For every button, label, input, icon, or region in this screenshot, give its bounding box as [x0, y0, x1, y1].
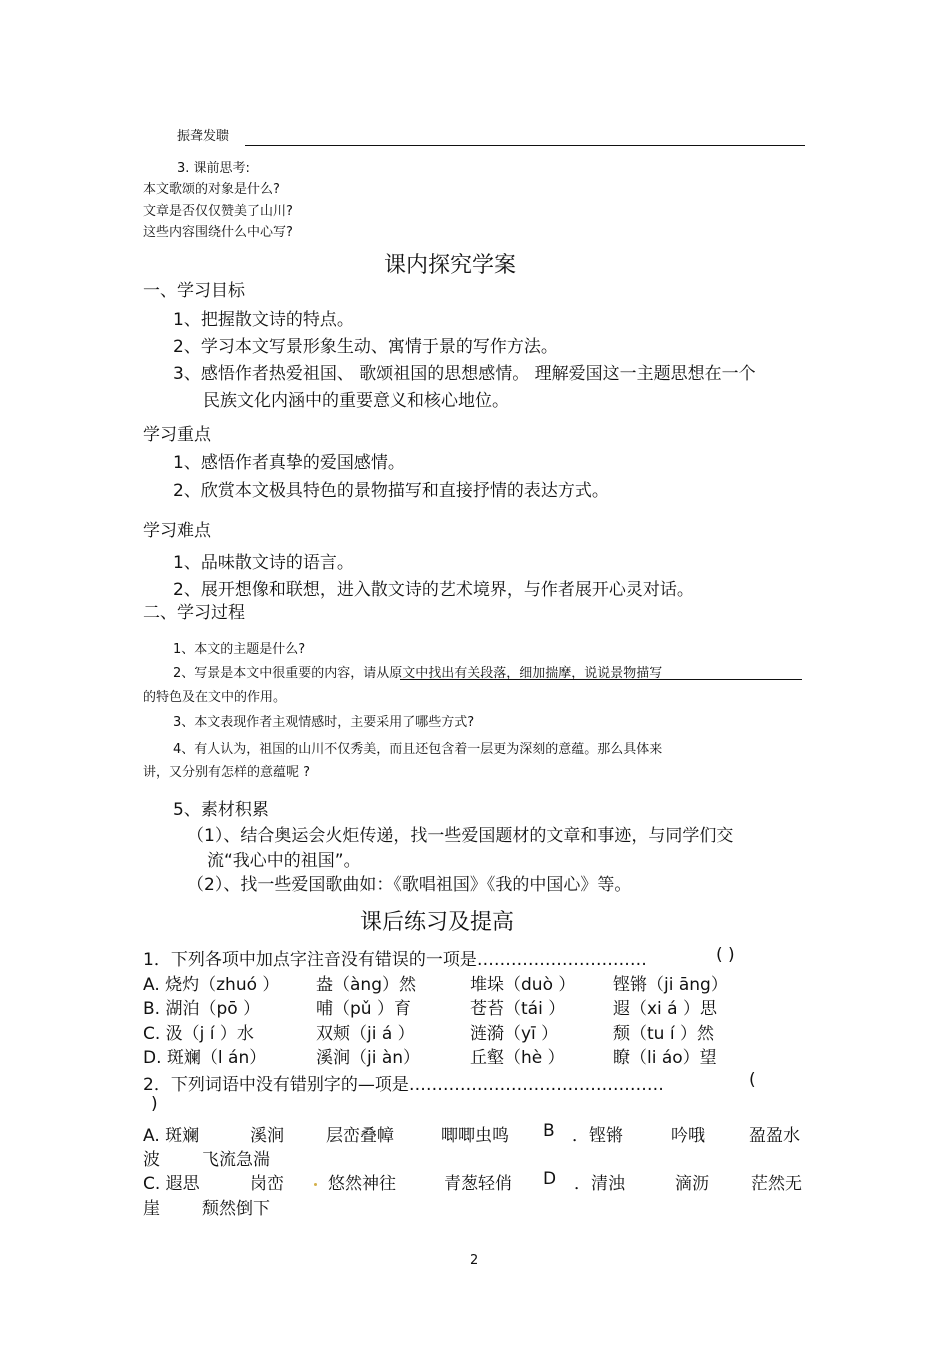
option: ．铿锵: [572, 1126, 623, 1146]
goal-item: 3、感悟作者热爱祖国、 歌颂祖国的思想感情。 理解爱国这一主题思想在一个: [173, 364, 756, 384]
process-heading: 二、学习过程: [143, 603, 245, 623]
process-item: 3、本文表现作者主观情感时，主要采用了哪些方式?: [173, 715, 475, 730]
q3-line: 文章是否仅仅赞美了山川?: [143, 204, 293, 219]
answer-bracket: ( ): [716, 945, 735, 965]
answer-bracket-close: ): [151, 1094, 158, 1114]
option: B. 湖泊（pō ）: [143, 999, 261, 1019]
key-item: 1、感悟作者真挚的爱国感情。: [173, 453, 405, 473]
emphasis-dot: [314, 1183, 317, 1186]
process-item-cont: 的特色及在文中的作用。: [143, 690, 287, 705]
material-item: （1）、结合奥运会火炬传递，找一些爱国题材的文章和事迹，与同学们交: [187, 826, 734, 846]
process-item-cont: 讲，又分别有怎样的意蕴呢 ?: [143, 765, 311, 780]
section-title: 课后练习及提高: [360, 910, 515, 935]
option: A. 斑斓: [143, 1126, 200, 1146]
option: C. 遐思: [143, 1174, 200, 1194]
option-cont: 颓然倒下: [202, 1199, 270, 1219]
option-cont: 崖: [143, 1199, 160, 1219]
option: 瞭（li áo）望: [613, 1048, 717, 1068]
question-2-stem: 2．下列词语中没有错别字的—项是………………………………………: [143, 1075, 664, 1095]
option: ．清浊: [574, 1174, 625, 1194]
option: 铿锵（ji āng）: [613, 975, 728, 995]
process-item: 1、本文的主题是什么?: [173, 642, 306, 657]
key-item: 2、欣赏本文极具特色的景物描写和直接抒情的表达方式。: [173, 481, 609, 501]
option: B: [543, 1121, 555, 1141]
q3-line: 本文歌颂的对象是什么?: [143, 182, 280, 197]
material-item: （2）、找一些爱国歌曲如：《歌唱祖国》《我的中国心》等。: [187, 875, 632, 895]
option: 丘壑（hè ）: [470, 1048, 565, 1068]
page-number: 2: [470, 1253, 479, 1268]
option: 悠然神往: [328, 1174, 396, 1194]
option: 溪涧（ji àn）: [316, 1048, 421, 1068]
diff-item: 1、品味散文诗的语言。: [173, 553, 354, 573]
option: 堆垛（duò ）: [470, 975, 576, 995]
option: 颓（tu í ）然: [613, 1024, 714, 1044]
option: 盈盈水: [749, 1126, 800, 1146]
option: C. 汲（j í ）水: [143, 1024, 254, 1044]
option: 茫然无: [751, 1174, 802, 1194]
option: 盎（àng）然: [316, 975, 416, 995]
q3-line: 这些内容围绕什么中心写?: [143, 225, 293, 240]
option: A. 烧灼（zhuó ）: [143, 975, 280, 995]
option: D. 斑斓（l án）: [143, 1048, 267, 1068]
option-cont: 波: [143, 1150, 160, 1170]
process-item: 2、写景是本文中很重要的内容，请从原文中找出有关段落，细加揣摩，说说景物描写: [173, 666, 663, 681]
option: 遐（xi á ）思: [613, 999, 718, 1019]
option: D: [543, 1169, 557, 1189]
goal-item: 1、把握散文诗的特点。: [173, 310, 354, 330]
material-item-cont: 流“我心中的祖国”。: [207, 851, 361, 871]
goal-item: 2、学习本文写景形象生动、寓情于景的写作方法。: [173, 337, 558, 357]
answer-line: [245, 145, 805, 146]
option: 青葱轻俏: [444, 1174, 512, 1194]
option-cont: 飞流急湍: [202, 1150, 270, 1170]
process-item: 4、有人认为，祖国的山川不仅秀美，而且还包含着一层更为深刻的意蕴。那么具体来: [173, 742, 663, 757]
question-1-stem: 1．下列各项中加点字注音没有错误的一项是…………………………: [143, 950, 647, 970]
option: 滴沥: [675, 1174, 709, 1194]
key-heading: 学习重点: [143, 425, 211, 445]
q3-title: 3. 课前思考:: [177, 161, 250, 176]
option: 层峦叠幛: [326, 1126, 394, 1146]
option: 双颊（ji á ）: [316, 1024, 415, 1044]
diff-heading: 学习难点: [143, 521, 211, 541]
material-heading: 5、素材积累: [173, 800, 269, 820]
answer-bracket-open: (: [749, 1070, 756, 1090]
zhenfen-label: 振聋发聩: [177, 129, 230, 144]
answer-underline: [400, 679, 802, 680]
option: 哺（pǔ ）育: [316, 999, 411, 1019]
option: 岗峦: [250, 1174, 284, 1194]
goal-item-cont: 民族文化内涵中的重要意义和核心地位。: [203, 391, 509, 411]
option: 苍苔（tái ）: [470, 999, 566, 1019]
option: 涟漪（yī ）: [470, 1024, 559, 1044]
section-title: 课内探究学案: [384, 253, 517, 278]
option: 吟哦: [671, 1126, 705, 1146]
goals-heading: 一、学习目标: [143, 281, 245, 301]
diff-item: 2、展开想像和联想，进入散文诗的艺术境界，与作者展开心灵对话。: [173, 580, 694, 600]
option: 唧唧虫鸣: [441, 1126, 509, 1146]
option: 溪涧: [250, 1126, 284, 1146]
